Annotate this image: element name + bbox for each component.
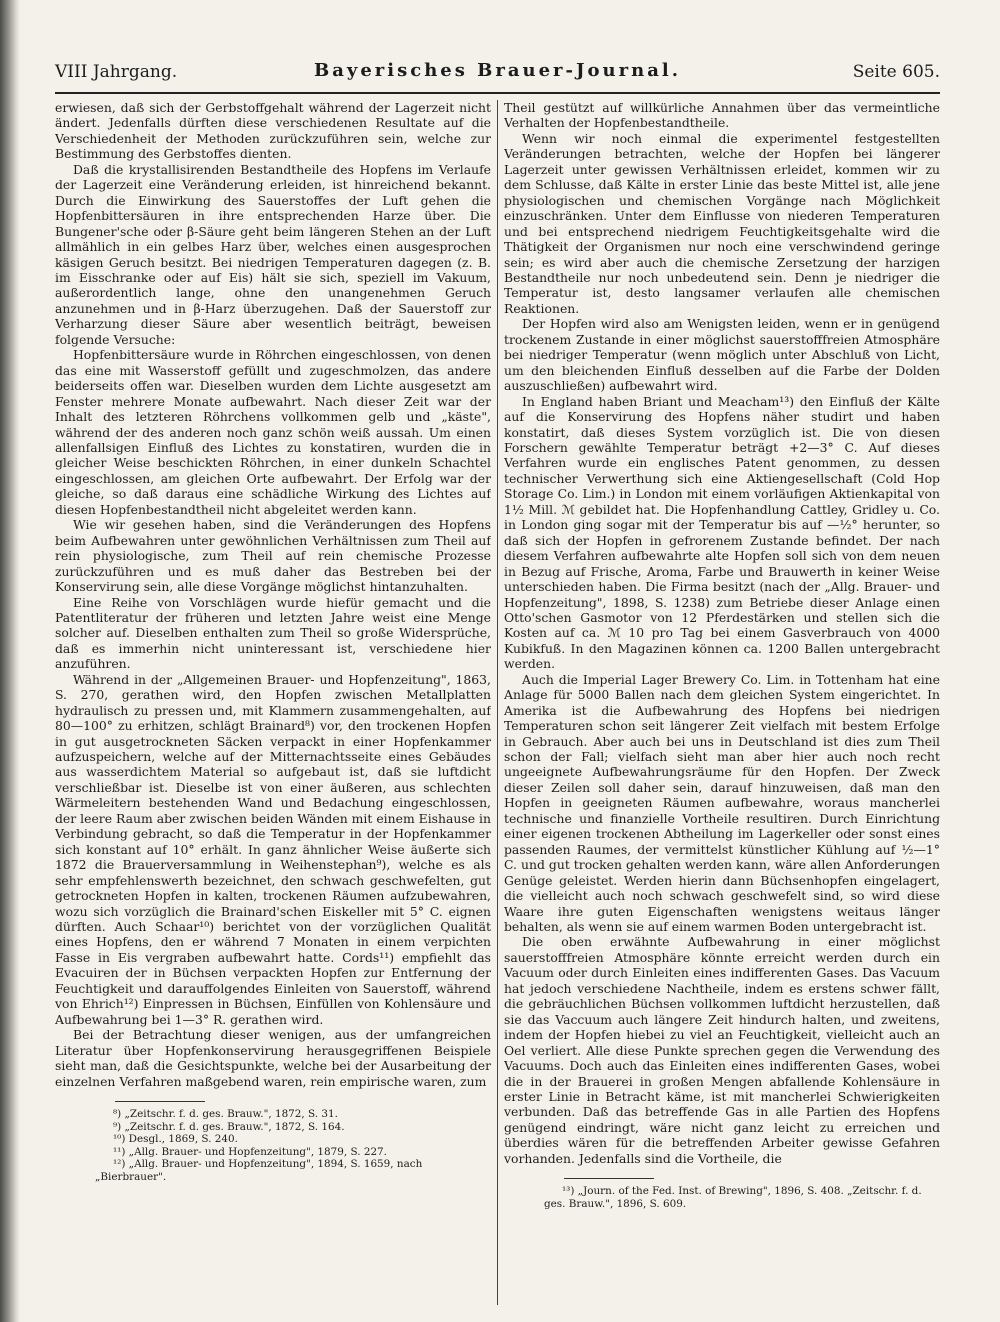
paragraph: Eine Reihe von Vorschlägen wurde hiefür gemacht und die Patentliteratur der früheren und letzten Jahre weist eine Menge solcher auf. Dieselben enthalten zum Theil so große Widersprüche, daß es immerhin nicht uninteressant ist, verschiedene hier anzuführen. [55, 594, 491, 672]
column-divider [497, 100, 498, 1305]
paragraph: Bei der Betrachtung dieser wenigen, aus der umfangreichen Literatur über Hopfenkonservirung herausgegriffenen Beispiele sieht man, daß die Gesichtspunkte, welche bei der Ausarbeitung der einzelnen Verfahren maßgebend waren, rein empirische waren, zum [55, 1027, 491, 1089]
paragraph: Wie wir gesehen haben, sind die Veränderungen des Hopfens beim Aufbewahren unter gewöhnlichen Verhältnissen zum Theil auf rein physiologische, zum Theil auf rein chemische Prozesse zurückzuführen und es muß daher das Bestreben bei der Konservirung sein, alle diese Vorgänge möglichst hintanzuhalten. [55, 517, 491, 595]
footnote-separator [115, 1101, 205, 1102]
paragraph: Theil gestützt auf willkürliche Annahmen über das vermeintliche Verhalten der Hopfenbestandtheile. [504, 100, 940, 131]
paragraph: Während in der „Allgemeinen Brauer- und Hopfenzeitung", 1863, S. 270, gerathen wird, den Hopfen zwischen Metallplatten hydraulisch zu pressen und, mit Klammern zusammengehalten, auf 80—100° zu erhitzen, schlägt Brainard⁸) vor, den trockenen Hopfen in gut ausgetrockneten Säcken verpackt in einer Hopfenkammer aufzuspeichern, welche auf der Mitternachtsseite eines Gebäudes aus wasserdichtem Material so aufgebaut ist, daß sie luftdicht verschließbar ist. Dieselbe ist von einer äußeren, aus schlechten Wärmeleitern bestehenden Wand und Bedachung eingeschlossen, der leere Raum aber zwischen beiden Wänden mit einem Eishause in Verbindung gebracht, so daß die Temperatur in der Hopfenkammer sich konstant auf 10° erhält. In ganz ähnlicher Weise äußerte sich 1872 die Brauerversammlung in Weihenstephan⁹), welche es als sehr empfehlenswerth bezeichnet, den schwach geschwefelten, gut getrockneten Hopfen in kalten, trockenen Räumen aufzubewahren, wozu sich vorzüglich die Brainard'schen Eiskeller mit 5° C. eignen dürften. Auch Schaar¹⁰) berichtet von der vorzüglichen Qualität eines Hopfens, den er während 7 Monaten in einem verpichten Fasse in Eis vergraben aufbewahrt hatte. Cords¹¹) empfiehlt das Evacuiren der in Büchsen verpackten Hopfen zur Entfernung der Feuchtigkeit und darauffolgendes Einleiten von Sauerstoff, während von Ehrich¹²) Einpressen in Büchsen, Einfüllen von Kohlensäure und Aufbewahrung bei 1—3° R. gerathen wird. [55, 671, 491, 1027]
paragraph: Hopfenbittersäure wurde in Röhrchen eingeschlossen, von denen das eine mit Wasserstoff gefüllt und zugeschmolzen, das andere beiderseits offen war. Dieselben wurden dem Lichte ausgesetzt am Fenster mehrere Monate aufbewahrt. Nach dieser Zeit war der Inhalt des letzteren Röhrchens vollkommen gelb und „käste", während der des anderen noch ganz schön weiß aussah. Um einen allenfallsigen Einfluß des Lichtes zu konstatiren, wurden die in gleicher Weise beschickten Röhrchen, in einer dunkeln Schachtel eingeschlossen, am gleichen Orte aufbewahrt. Der Erfolg war der gleiche, so daß daraus eine schädliche Wirkung des Lichtes auf diesen Hopfenbestandtheil nicht abgeleitet werden kann. [55, 347, 491, 517]
page-number: Seite 605. [852, 62, 940, 82]
paragraph: Auch die Imperial Lager Brewery Co. Lim. in Tottenham hat eine Anlage für 5000 Ballen nach dem gleichen System eingerichtet. In Amerika ist die Aufbewahrung des Hopfens bei niedrigen Temperaturen schon seit längerer Zeit vielfach mit bestem Erfolge in Gebrauch. Aber auch bei uns in Deutschland ist dies zum Theil schon der Fall; vielfach sieht man aber hier auch noch recht ungeeignete Aufbewahrungsräume für den Hopfen. Der Zweck dieser Zeilen soll daher sein, darauf hinzuweisen, daß man den Hopfen in geeigneten Räumen aufbewahre, woraus mancherlei technische und finanzielle Vortheile resultiren. Durch Einrichtung einer eigenen trockenen Abtheilung im Lagerkeller oder sonst eines passenden Raumes, der vermittelst künstlicher Kühlung auf ½—1° C. und gut trocken gehalten werden kann, wäre allen Anforderungen Genüge geleistet. Werden hierin dann Büchsenhopfen eingelagert, die vielleicht auch noch schwach geschwefelt sind, so wird diese Waare ihre guten Eigenschaften wenigstens weitaus länger behalten, als wenn sie auf einem warmen Boden untergebracht ist. [504, 671, 940, 935]
page-header [55, 58, 940, 94]
text-columns [55, 100, 940, 1305]
paragraph: Die oben erwähnte Aufbewahrung in einer möglichst sauerstofffreien Atmosphäre könnte erreicht werden durch ein Vacuum oder durch Einleiten eines indifferenten Gases. Das Vacuum hat jedoch verschiedene Nachtheile, indem es erstens schwer fällt, die gebräuchlichen Büchsen vollkommen luftdicht herzustellen, daß sie das Vaccuum auch längere Zeit hindurch halten, und zweitens, indem der Hopfen hiebei zu viel an Feuchtigkeit, vielleicht auch an Oel verliert. Alle diese Punkte sprechen gegen die Verwendung des Vacuums. Doch auch das Einleiten eines indifferenten Gases, wobei die in der Brauerei in großen Mengen abfallende Kohlensäure in erster Linie in Betracht käme, ist mit mancherlei Schwierigkeiten verbunden. Daß das betreffende Gas in alle Partien des Hopfens genügend eindringt, wäre nicht ganz leicht zu erreichen und überdies wären für die betreffenden Arbeiter gewisse Gefahren vorhanden. Jedenfalls sind die Vortheile, die [504, 934, 940, 1166]
book-spine-shadow [0, 0, 20, 1322]
paragraph: Wenn wir noch einmal die experimentel festgestellten Veränderungen betrachten, welche der Hopfen bei längerer Lagerzeit unter gewissen Verhältnissen erleidet, kommen wir zu dem Schlusse, daß Kälte in erster Linie das beste Mittel ist, alle jene physiologischen und chemischen Vorgänge nach Möglichkeit einzuschränken. Unter dem Einflusse von niederen Temperaturen und bei entsprechend niedrigem Feuchtigkeitsgehalte wird die Thätigkeit der Organismen nur noch eine verschwindend geringe sein; es wird aber auch die chemische Zersetzung der harzigen Bestandtheile nur noch unbedeutend sein. Denn je niedriger die Temperatur ist, desto langsamer verlaufen alle chemischen Reaktionen. [504, 130, 940, 316]
right-column [504, 100, 940, 1305]
paragraph: Daß die krystallisirenden Bestandtheile des Hopfens im Verlaufe der Lagerzeit eine Veränderung erleiden, ist hinreichend bekannt. Durch die Einwirkung des Sauerstoffes der Luft gehen die Hopfenbittersäuren in ihre entsprechenden Harze über. Die Bungener'sche oder β-Säure geht beim längeren Stehen an der Luft allmählich in ein gelbes Harz über, welches einen ausgesprochen käsigen Geruch besitzt. Bei niedrigen Temperaturen dagegen (z. B. im Eisschranke oder auf Eis) hält sie sich, speziell im Vakuum, außerordentlich lange, ohne den unangenehmen Geruch anzunehmen und in β-Harz überzugehen. Daß der Sauerstoff zur Verharzung dieser Säure aber wesentlich beiträgt, beweisen folgende Versuche: [55, 161, 491, 347]
paragraph: Der Hopfen wird also am Wenigsten leiden, wenn er in genügend trockenem Zustande in einer möglichst sauerstofffreien Atmosphäre bei niedriger Temperatur (wenn möglich unter Abschluß von Licht, um den bleichenden Einfluß desselben auf die Farbe der Dolden auszuschließen) aufbewahrt wird. [504, 316, 940, 394]
footnote-separator [564, 1178, 654, 1179]
footnote: ¹¹) „Allg. Brauer- und Hopfenzeitung", 1879, S. 227. [113, 1145, 387, 1158]
paragraph: erwiesen, daß sich der Gerbstoffgehalt während der Lagerzeit nicht ändert. Jedenfalls dürften diese verschiedenen Resultate auf die Verschiedenheit der Methoden zurückzuführen sein, welche zur Bestimmung des Gerbstoffes dienten. [55, 100, 491, 162]
footnote: ¹²) „Allg. Brauer- und Hopfenzeitung", 1894, S. 1659, nach „Bierbrauer". [95, 1158, 423, 1183]
left-column [55, 100, 491, 1305]
footnote: ⁸) „Zeitschr. f. d. ges. Brauw.", 1872, S. 31. [113, 1108, 338, 1120]
footnote: ¹⁰) Desgl., 1869, S. 240. [113, 1133, 238, 1146]
footnote: ¹³) „Journ. of the Fed. Inst. of Brewing", 1896, S. 408. „Zeitschr. f. d. ges. Brauw.", 1896, S. 609. [544, 1185, 922, 1210]
paragraph: In England haben Briant und Meacham¹³) den Einfluß der Kälte auf die Konservirung des Hopfens näher studirt und haben konstatirt, daß dieses System vorzüglich ist. Die von diesen Forschern gewählte Temperatur beträgt +2—3° C. Auf dieses Verfahren wurde ein englisches Patent genommen, zu dessen technischer Verwerthung sich eine Aktiengesellschaft (Cold Hop Storage Co. Lim.) in London mit einem vorläufigen Aktienkapital von 1½ Mill. ℳ gebildet hat. Die Hopfenhandlung Cattley, Gridley u. Co. in London ging sogar mit der Temperatur bis auf —½° herunter, so daß sich der Hopfen in gefrorenem Zustande befindet. Der nach diesem Verfahren aufbewahrte alte Hopfen soll sich von dem neuen in Bezug auf Frische, Aroma, Farbe und Brauwerth in keiner Weise unterschieden haben. Die Firma besitzt (nach der „Allg. Brauer- und Hopfenzeitung", 1898, S. 1238) zum Betriebe dieser Anlage einen Otto'schen Gasmotor von 12 Pferdestärken und stellen sich die Kosten auf ca. ℳ 10 pro Tag bei einem Gasverbrauch von 4000 Kubikfuß. In den Magazinen können ca. 1200 Ballen untergebracht werden. [504, 393, 940, 672]
volume-label: VIII Jahrgang. [55, 62, 178, 82]
journal-title: Bayerisches Brauer-Journal. [314, 60, 681, 81]
journal-page [55, 58, 940, 1308]
footnote: ⁹) „Zeitschr. f. d. ges. Brauw.", 1872, S. 164. [113, 1120, 345, 1133]
